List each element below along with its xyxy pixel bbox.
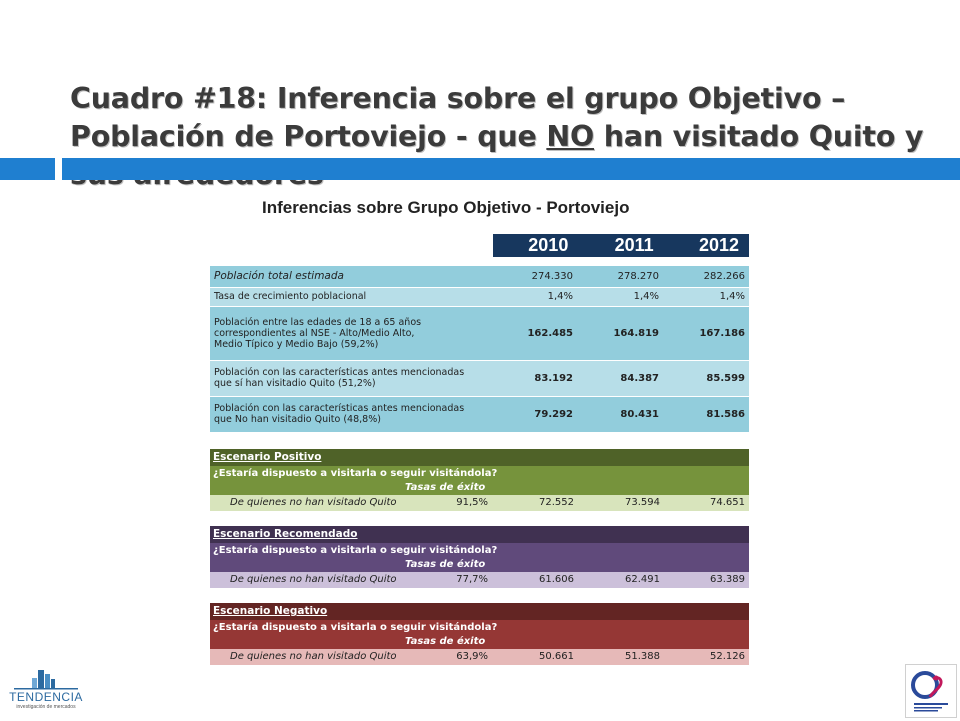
cell-value: 80.431 — [577, 396, 663, 432]
title-underline-bar — [62, 158, 960, 180]
cell-value: 84.387 — [577, 360, 663, 396]
building-skyline-icon — [4, 668, 88, 690]
year-2012: 2012 — [698, 235, 739, 255]
scenario-value: 63.389 — [710, 574, 745, 585]
table-row — [210, 360, 749, 396]
cell-value: 164.819 — [577, 306, 663, 360]
scenario-percent: 63,9% — [456, 651, 488, 662]
scenario-value: 62.491 — [625, 574, 660, 585]
cell-value: 274.330 — [491, 266, 577, 287]
title-underline-bar-left — [0, 158, 55, 180]
cell-value: 1,4% — [663, 287, 749, 306]
row-label: Población total estimada — [210, 266, 491, 287]
scenario-row — [210, 649, 749, 665]
scenario-rates-label: Tasas de éxito — [210, 558, 749, 572]
table-row — [210, 266, 749, 287]
scenario-value: 74.651 — [710, 497, 745, 508]
title-emphasis: NO — [546, 120, 595, 153]
cell-value: 81.586 — [663, 396, 749, 432]
scenario-percent: 77,7% — [456, 574, 488, 585]
table-row — [210, 306, 749, 360]
scenario-value: 50.661 — [539, 651, 574, 662]
scenario-title: Escenario Positivo — [210, 449, 749, 466]
cell-value: 1,4% — [577, 287, 663, 306]
inference-table — [210, 266, 749, 433]
scenario-percent: 91,5% — [456, 497, 488, 508]
cell-value: 83.192 — [491, 360, 577, 396]
tendencia-logo — [4, 668, 88, 718]
cell-value: 1,4% — [491, 287, 577, 306]
scenario-row-label: De quienes no han visitado Quito — [230, 651, 397, 662]
year-2011: 2011 — [614, 235, 654, 255]
scenario-title: Escenario Recomendado — [210, 526, 749, 543]
cell-value: 278.270 — [577, 266, 663, 287]
row-label: Población con las características antes mencionadas que sí han visitadio Quito (51,2%) — [210, 360, 491, 396]
scenario-row-label: De quienes no han visitado Quito — [230, 497, 397, 508]
scenario-value: 51.388 — [625, 651, 660, 662]
scenario-question: ¿Estaría dispuesto a visitarla o seguir visitándola? — [210, 620, 749, 635]
logo-brand-text: TENDENCIA — [9, 690, 83, 704]
row-label: Población entre las edades de 18 a 65 años correspondientes al NSE - Alto/Medio Alto, Medio Típico y Medio Bajo (59,2%) — [210, 306, 491, 360]
row-label: Población con las características antes mencionadas que No han visitadio Quito (48,8%) — [210, 396, 491, 432]
scenario-negative — [210, 603, 749, 665]
cell-value: 162.485 — [491, 306, 577, 360]
scenario-rates-label: Tasas de éxito — [210, 481, 749, 495]
year-header — [493, 234, 749, 257]
scenario-title: Escenario Negativo — [210, 603, 749, 620]
scenario-recommended — [210, 526, 749, 588]
row-label: Tasa de crecimiento poblacional — [210, 287, 491, 306]
scenario-value: 61.606 — [539, 574, 574, 585]
cell-value: 282.266 — [663, 266, 749, 287]
quito-turismo-logo — [905, 664, 957, 718]
quito-turismo-emblem-icon — [906, 665, 956, 717]
scenario-row-label: De quienes no han visitado Quito — [230, 574, 397, 585]
year-2010: 2010 — [528, 235, 569, 255]
cell-value: 85.599 — [663, 360, 749, 396]
cell-value: 79.292 — [491, 396, 577, 432]
table-row — [210, 396, 749, 432]
scenario-positive — [210, 449, 749, 511]
scenario-value: 73.594 — [625, 497, 660, 508]
cell-value: 167.186 — [663, 306, 749, 360]
slide-title: Cuadro #18: Inferencia sobre el grupo Objetivo – Población de Portoviejo - que NO han visitado Quito y — [70, 82, 924, 153]
scenario-value: 52.126 — [710, 651, 745, 662]
scenario-question: ¿Estaría dispuesto a visitarla o seguir visitándola? — [210, 466, 749, 481]
logo-tagline: investigación de mercados — [16, 704, 76, 710]
scenario-row — [210, 495, 749, 511]
scenario-question: ¿Estaría dispuesto a visitarla o seguir visitándola? — [210, 543, 749, 558]
scenario-rates-label: Tasas de éxito — [210, 635, 749, 649]
table-row — [210, 287, 749, 306]
scenario-row — [210, 572, 749, 588]
scenario-value: 72.552 — [539, 497, 574, 508]
table-heading: Inferencias sobre Grupo Objetivo - Portoviejo — [262, 198, 630, 217]
